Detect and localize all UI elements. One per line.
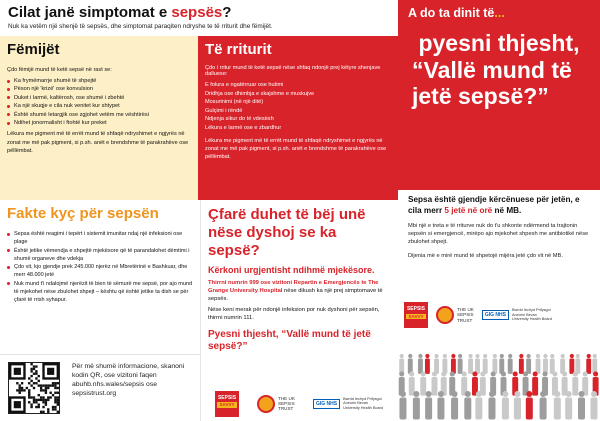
crowd-person-head [526,391,532,397]
what-to-do-title: Çfarë duhet të bëj unë nëse dyshoj se ka sepsë? [208,206,366,259]
column-divider [200,200,201,421]
crowd-person-head [476,391,482,397]
crowd-person-head [489,391,495,397]
ask-simply-slogan: Pyesni thjesht, “Vallë mund të jetë sepsë?” [208,329,371,352]
crowd-person-body [425,398,432,420]
adults-title: Të rriturit [205,41,272,58]
nhs-wales-icon: GIG NHS [482,310,509,320]
crowd-person-body [536,358,541,373]
crowd-person-head [573,371,578,376]
crowd-person-head [527,354,531,358]
list-item: Lëkura e larmë ose e zbardhur [205,124,282,131]
crowd-person-body [554,398,561,420]
crowd-person-head [452,391,458,397]
crowd-person-body [578,398,585,420]
list-item: Gulçimi i rëndë [205,107,243,114]
children-intro: Çdo fëmijë mund të ketë sepsë në rast se: [7,67,112,73]
crowd-person-body [399,398,406,420]
crowd-person-body [532,377,538,396]
adults-symptom-list [205,81,391,133]
crowd-person-body [432,377,438,396]
list-item: Pëson një 'krizë' ose konvulsion [7,85,191,93]
crowd-person-head [400,391,406,397]
non-urgent-instructions: Nëse keni merak për ndonjë infeksion por nuk dyshoni për sepsën, thirrni numrin 111. [208,307,380,321]
crowd-person-head [593,371,598,376]
list-item: Është shumë letargjik ose zgjohet vetëm me vështirësi [7,111,191,119]
list-item: Mosurinimi (në një ditë) [205,99,264,106]
crowd-person-head [493,354,497,358]
hero-question: A do ta dinit të... [408,6,505,20]
list-item: Ka frymëmarrje shumë të shpejtë [7,77,191,85]
qr-info-text: Për më shumë informacione, skanoni kodin QR, ose vizitoni faqen abuhb.nhs.wales/sepsis ose sepsistrust.org [72,363,185,397]
crowd-person-head [550,354,554,358]
children-panel [0,36,198,200]
crowd-person-head [542,371,547,376]
crowd-person-body [550,358,555,373]
nhs-wales-icon: GIG NHS [313,399,340,409]
crowd-person-body [464,398,471,420]
crowd-person-head [513,371,518,376]
list-item: Ndihet jonormalisht i ftohtë kur preket [7,119,191,127]
crowd-person-head [533,371,538,376]
crowd-person-body [418,358,423,373]
facts-title: Fakte kyç për sepsën [7,205,159,222]
crowd-person-head [434,354,438,358]
sepsis-savvy-logo: SEPSIS SAVVY [404,302,428,328]
crowd-person-body [565,398,572,420]
crowd-person-head [519,354,523,358]
crowd-person-head [591,391,597,397]
crowd-person-head [536,354,540,358]
crowd-person-head [501,371,506,376]
hero-headline-1: pyesni thjesht, [418,30,580,56]
uk-sepsis-trust-logo: THE UK SEPSIS TRUST [436,306,474,324]
crowd-person-head [480,371,485,376]
crowd-person-body [590,398,597,420]
crowd-person-body [475,398,482,420]
crowd-person-head [450,371,455,376]
crowd-person-head [458,354,462,358]
sepsis-trust-icon [436,306,454,324]
crowd-person-body [514,398,521,420]
crowd-person-body [575,358,580,373]
crowd-person-head [514,391,520,397]
qr-code-icon[interactable] [8,362,60,414]
crowd-person-body [468,358,473,373]
crowd-person-head [570,354,574,358]
sepsis-trust-icon [257,395,275,413]
children-skin-note: Lëkura me pigment më të errët mund të shfaqë ndryshimet e ngjyrës në zonat me më pak pigment, si p.sh. anët e brendshme të parakrahëve ose pëllëmbat. [7,131,189,154]
crowd-person-head [587,354,591,358]
crowd-person-head [468,354,472,358]
crowd-person-head [491,371,496,376]
header [0,0,398,36]
list-item: Nuk mund t'i ndalojmë njerëzit të bien të sëmurë me sepsë, por ajo mund të mjekohet nëse zbulohet shpejt – kështu që është jetike ta dish se për çfarë të rrish syhapur. [7,280,193,304]
crowd-person-body [586,358,591,373]
crowd-person-body [437,398,444,420]
adults-panel [198,36,398,200]
crowd-person-head [554,391,560,397]
crowd-person-body [502,398,509,420]
logo-row-middle [200,386,398,421]
crowd-person-body [508,358,513,373]
crowd-person-head [540,391,546,397]
nhs-logo: GIG NHS Bwrdd Iechyd Prifysgol Aneurin Bevan University Health Board [313,397,383,411]
crowd-person-head [451,354,455,358]
crowd-person-head [438,391,444,397]
crowd-person-head [399,371,404,376]
crowd-person-body [540,398,547,420]
list-item: Dridhja ose dhimbja e skajshme e muskujve [205,90,315,97]
sepsis-paragraph-2: Dijenia më e mirë mund të shpetojë mijëra jetë çdo vit në MB. [408,253,563,259]
crowd-person-head [543,354,547,358]
adults-intro: Çdo i rritur mund të ketë sepsë nëse shfaq ndonjë prej këtyre shenjave dalluese: [205,65,381,77]
crowd-person-head [583,371,588,376]
crowd-person-head [421,371,426,376]
crowd-person-head [426,391,432,397]
crowd-person-body [569,358,574,373]
crowd-person-body [526,398,533,420]
sepsis-lead: Sepsa është gjendje kërcënuese për jetën, e cila merr 5 jetë në orë në MB. [408,195,580,215]
children-symptom-list [7,77,191,127]
crowd-person-head [413,391,419,397]
crowd-person-body [458,358,463,373]
list-item: E folura e ngatërruar ose hutimi [205,82,284,88]
list-item: Çdo vit, kjo gjendje prek 245.000 njerëz në Mbretërinë e Bashkuar, dhe merr 48.000 jetë [7,263,193,279]
crowd-person-head [562,371,567,376]
list-item: Është jetike vëmendja e shpejtë mjekësore që të parandalohet dëmtimi i shumë organeve dhe vdekja [7,247,193,263]
crowd-person-head [508,354,512,358]
crowd-person-body [451,398,458,420]
page-subtitle: Nuk ka vetëm një shenjë të sepsës, dhe simptomat paraqiten ndryshe te të rriturit dhe fëmijët. [8,23,273,30]
nhs-logo: GIG NHS Bwrdd Iechyd Prifysgol Aneurin Bevan University Health Board [482,308,552,322]
sepsis-savvy-logo: SEPSIS SAVVY [215,391,239,417]
crowd-person-body [420,377,426,396]
what-to-do-subtitle: Kërkoni urgjentisht ndihmë mjekësore. [208,265,375,275]
crowd-person-head [409,371,414,376]
crowd-person-head [552,371,557,376]
crowd-person-head [523,371,528,376]
page-title: Cilat janë simptomat e sepsës? [8,4,232,21]
crowd-person-head [425,354,429,358]
crowd-person-head [566,391,572,397]
adults-skin-note: Lëkura me pigment më të errët mund të shfaqë ndryshimet e ngjyrës në zonat me më pak pigment, si p.sh. anët e brendshme të parakrahëve ose pëllëmbat. [205,137,387,160]
list-item: Ka një skuqje e cila nuk venitet kur shtypet [7,102,191,110]
crowd-person-head [418,354,422,358]
crowd-person-head [408,354,412,358]
list-item: Ndjenja sikur do të vdesësh [205,116,274,123]
list-item: Sepsa është reagimi i tepërt i sistemit imunitar ndaj një infeksioni ose plage [7,230,193,246]
crowd-person-body [413,398,420,420]
logo-row-right [404,300,594,330]
crowd-illustration [398,334,600,421]
row-divider [0,354,200,355]
crowd-person-head [483,354,487,358]
crowd-person-head [561,354,565,358]
crowd-person-head [462,371,467,376]
crowd-person-head [502,391,508,397]
crowd-person-head [400,354,404,358]
facts-list [7,230,193,304]
crowd-person-head [500,354,504,358]
crowd-person-head [579,391,585,397]
crowd-person-body [526,358,531,373]
crowd-person-head [475,354,479,358]
sepsis-paragraph-1: Mbi një e treta e të rriturve nuk do t'u shkonte ndërmend ta trajtonin sepsën si emergjencë, mirëpo ajo mjekohet shpesh me antibiotikë nëse zbulohet shpejt. [408,223,589,245]
crowd-person-head [432,371,437,376]
crowd-person-body [475,358,480,373]
crowd-person-head [441,371,446,376]
crowd-person-body [425,358,430,373]
list-item: Duket i larmë, kaltërosh, ose shumë i zbehtë [7,94,191,102]
emergency-instructions: Thirrni numrin 999 ose vizitoni Repartin e Emergjencës te The Grange University Hospital nëse dikush ka një prej simptomave të sepsës. [208,280,383,302]
children-title: Fëmijët [7,41,60,58]
crowd-person-body [572,377,578,396]
crowd-person-head [576,354,580,358]
crowd-person-body [592,358,597,373]
crowd-person-head [472,371,477,376]
hero-headline-2: “Vallë mund të jetë sepsë?” [412,57,572,109]
crowd-person-head [593,354,597,358]
crowd-person-body [519,358,524,373]
crowd-person-head [465,391,471,397]
crowd-person-body [488,398,495,420]
crowd-person-head [443,354,447,358]
hero-panel [398,0,600,190]
facts-panel [0,200,200,354]
uk-sepsis-trust-logo: THE UK SEPSIS TRUST [257,395,295,413]
